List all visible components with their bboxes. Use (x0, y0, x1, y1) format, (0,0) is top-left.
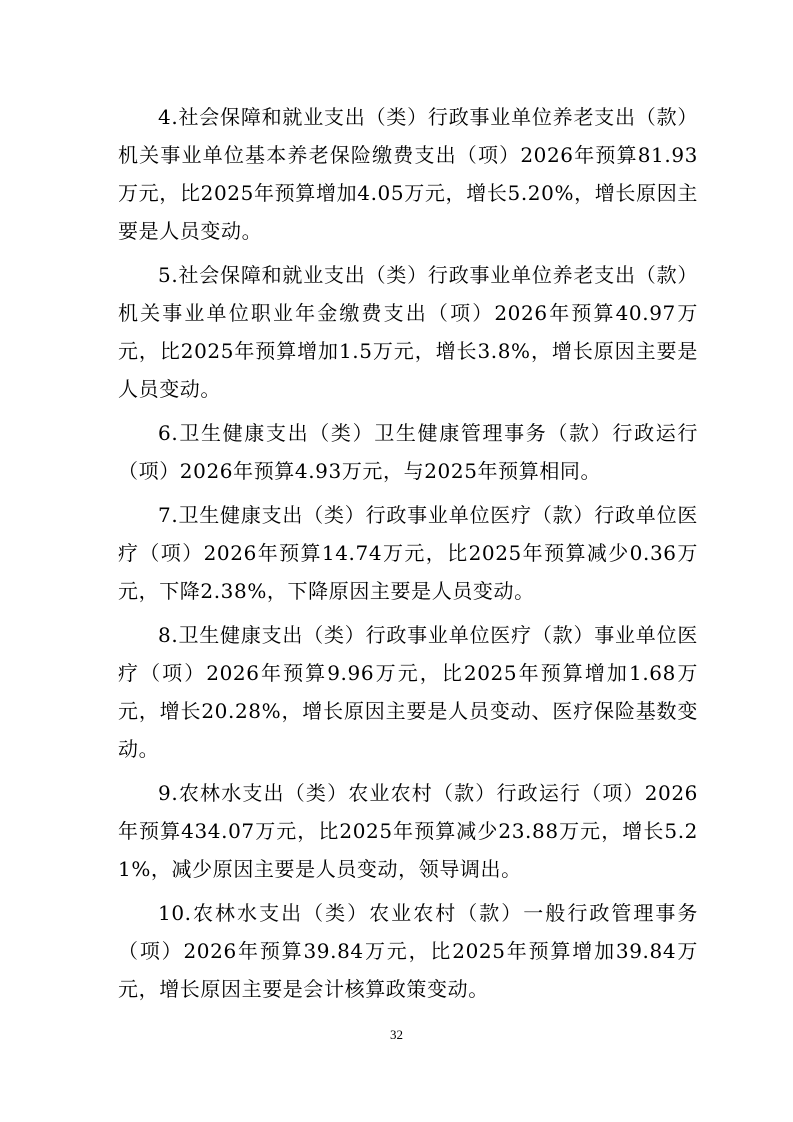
paragraph-item-9: 9.农林水支出（类）农业农村（款）行政运行（项）2026年预算434.07万元，比2025年预算减少23.88万元，增长5.21%，减少原因主要是人员变动，领导调出。 (118, 781, 698, 881)
page-number: 32 (390, 1027, 403, 1042)
paragraph-item-4: 4.社会保障和就业支出（类）行政事业单位养老支出（款）机关事业单位基本养老保险缴费支出（项）2026年预算81.93万元，比2025年预算增加4.05万元，增长5.20%，增长原因主要是人员变动。 (118, 105, 698, 243)
document-body (118, 98, 698, 1014)
paragraph-item-6: 6.卫生健康支出（类）卫生健康管理事务（款）行政运行（项）2026年预算4.93万元，与2025年预算相同。 (118, 421, 698, 483)
paragraph-item-10: 10.农林水支出（类）农业农村（款）一般行政管理事务（项）2026年预算39.84万元，比2025年预算增加39.84万元，增长原因主要是会计核算政策变动。 (118, 901, 698, 1001)
paragraph-item-7: 7.卫生健康支出（类）行政事业单位医疗（款）行政单位医疗（项）2026年预算14.74万元，比2025年预算减少0.36万元，下降2.38%，下降原因主要是人员变动。 (118, 503, 698, 603)
paragraph-item-5: 5.社会保障和就业支出（类）行政事业单位养老支出（款）机关事业单位职业年金缴费支出（项）2026年预算40.97万元，比2025年预算增加1.5万元，增长3.8%，增长原因主要是人员变动。 (118, 263, 698, 401)
paragraph-item-8: 8.卫生健康支出（类）行政事业单位医疗（款）事业单位医疗（项）2026年预算9.96万元，比2025年预算增加1.68万元，增长20.28%，增长原因主要是人员变动、医疗保险基数变动。 (118, 623, 698, 761)
